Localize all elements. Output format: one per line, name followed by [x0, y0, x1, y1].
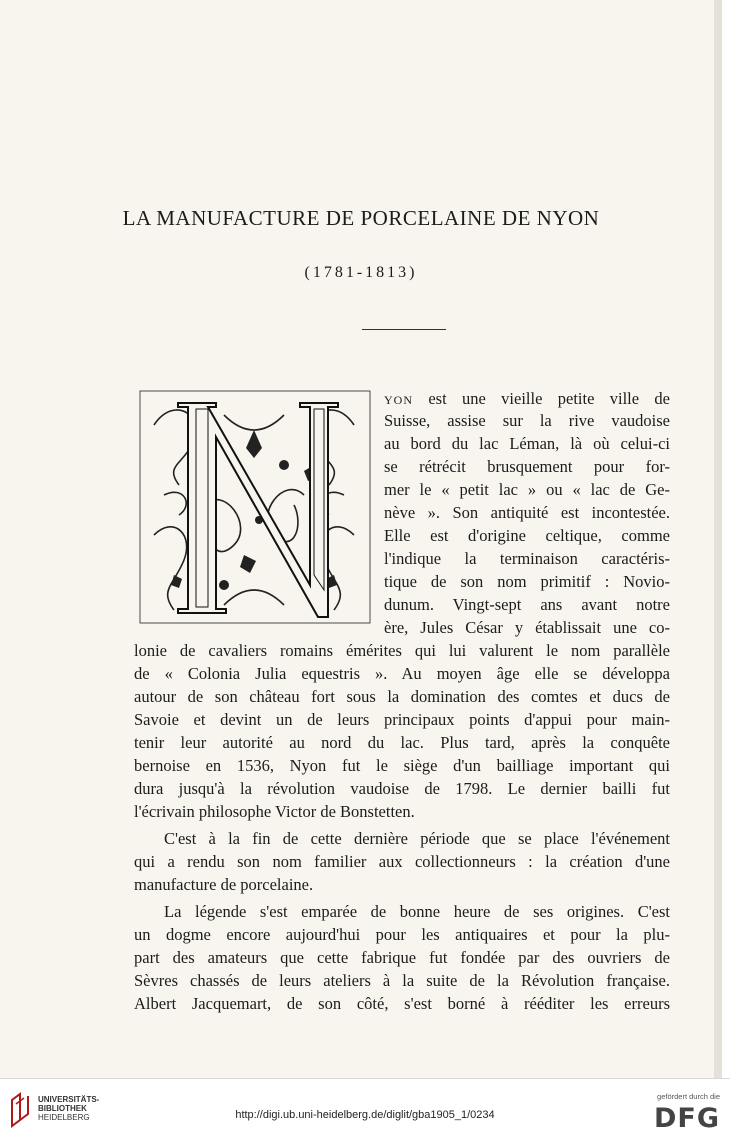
- text-line: tique de son nom primitif : Novio-: [384, 572, 670, 591]
- text-line: Sèvres chassés de leurs ateliers à la suite de la Révolution française.: [134, 971, 670, 990]
- article-title: LA MANUFACTURE DE PORCELAINE DE NYON: [122, 206, 600, 230]
- text-line: ère, Jules César y établissait une co-: [384, 618, 670, 637]
- document-url[interactable]: http://digi.ub.uni-heidelberg.de/diglit/gba1905_1/0234: [235, 1109, 495, 1121]
- text-line: yon est une vieille petite ville de: [384, 389, 670, 408]
- text-line: C'est à la fin de cette dernière période que se place l'événement: [164, 829, 670, 848]
- text-line: Elle est d'origine celtique, comme: [384, 526, 670, 545]
- text-line: dunum. Vingt-sept ans avant notre: [384, 595, 670, 614]
- text-line: dura jusqu'à la révolution vaudoise de 1798. Le dernier bailli fut: [134, 779, 670, 798]
- text-line: l'indique la terminaison caractéris-: [384, 549, 670, 568]
- text-line: lonie de cavaliers romains émérites qui lui valurent le nom parallèle: [134, 641, 670, 660]
- text-line: La légende s'est emparée de bonne heure de ses origines. C'est: [164, 902, 670, 921]
- first-word-smallcaps: yon: [384, 389, 413, 408]
- text-line: Suisse, assise sur la rive vaudoise: [384, 411, 670, 430]
- text-line: mer le « petit lac » ou « lac de Ge-: [384, 480, 670, 499]
- title-rule: [362, 329, 446, 330]
- text-line: un dogme encore aujourd'hui pour les antiquaires et pour la plu-: [134, 925, 670, 944]
- institution-name: UNIVERSITÄTS- BIBLIOTHEK HEIDELBERG: [38, 1095, 100, 1122]
- text-line: Savoie et devint un de leurs principaux points d'appui pour main-: [134, 710, 670, 729]
- text-line: Albert Jacquemart, de son côté, s'est borné à rééditer les erreurs: [134, 994, 670, 1013]
- dfg-logo: DFG: [653, 1103, 720, 1134]
- text-line: l'écrivain philosophe Victor de Bonstetten.: [134, 802, 415, 821]
- text-line: part des amateurs que cette fabrique fut fondée par des ouvriers de: [134, 948, 670, 967]
- text-line: autour de son château fort sous la domination des comtes et ducs de: [134, 687, 670, 706]
- text-line: nève ». Son antiquité est incontestée.: [384, 503, 670, 522]
- text-line: tenir leur autorité au nord du lac. Plus tard, après la conquête: [134, 733, 670, 752]
- article-dates: (1781-1813): [304, 264, 418, 281]
- page-edge: [714, 0, 722, 1078]
- ornamental-drop-cap: [134, 385, 376, 635]
- text-line: au bord du lac Léman, là où celui-ci: [384, 434, 670, 453]
- text-line: de « Colonia Julia equestris ». Au moyen âge elle se développa: [134, 664, 670, 683]
- text-line: qui a rendu son nom familier aux collectionneurs : la création d'une: [134, 852, 670, 871]
- funding-note: gefördert durch die: [657, 1092, 720, 1101]
- footer-bar: [0, 1078, 730, 1138]
- text-line: se rétrécit brusquement pour for-: [384, 457, 670, 476]
- text-line: bernoise en 1536, Nyon fut le siège d'un bailliage important qui: [134, 756, 670, 775]
- text-line: manufacture de porcelaine.: [134, 875, 314, 894]
